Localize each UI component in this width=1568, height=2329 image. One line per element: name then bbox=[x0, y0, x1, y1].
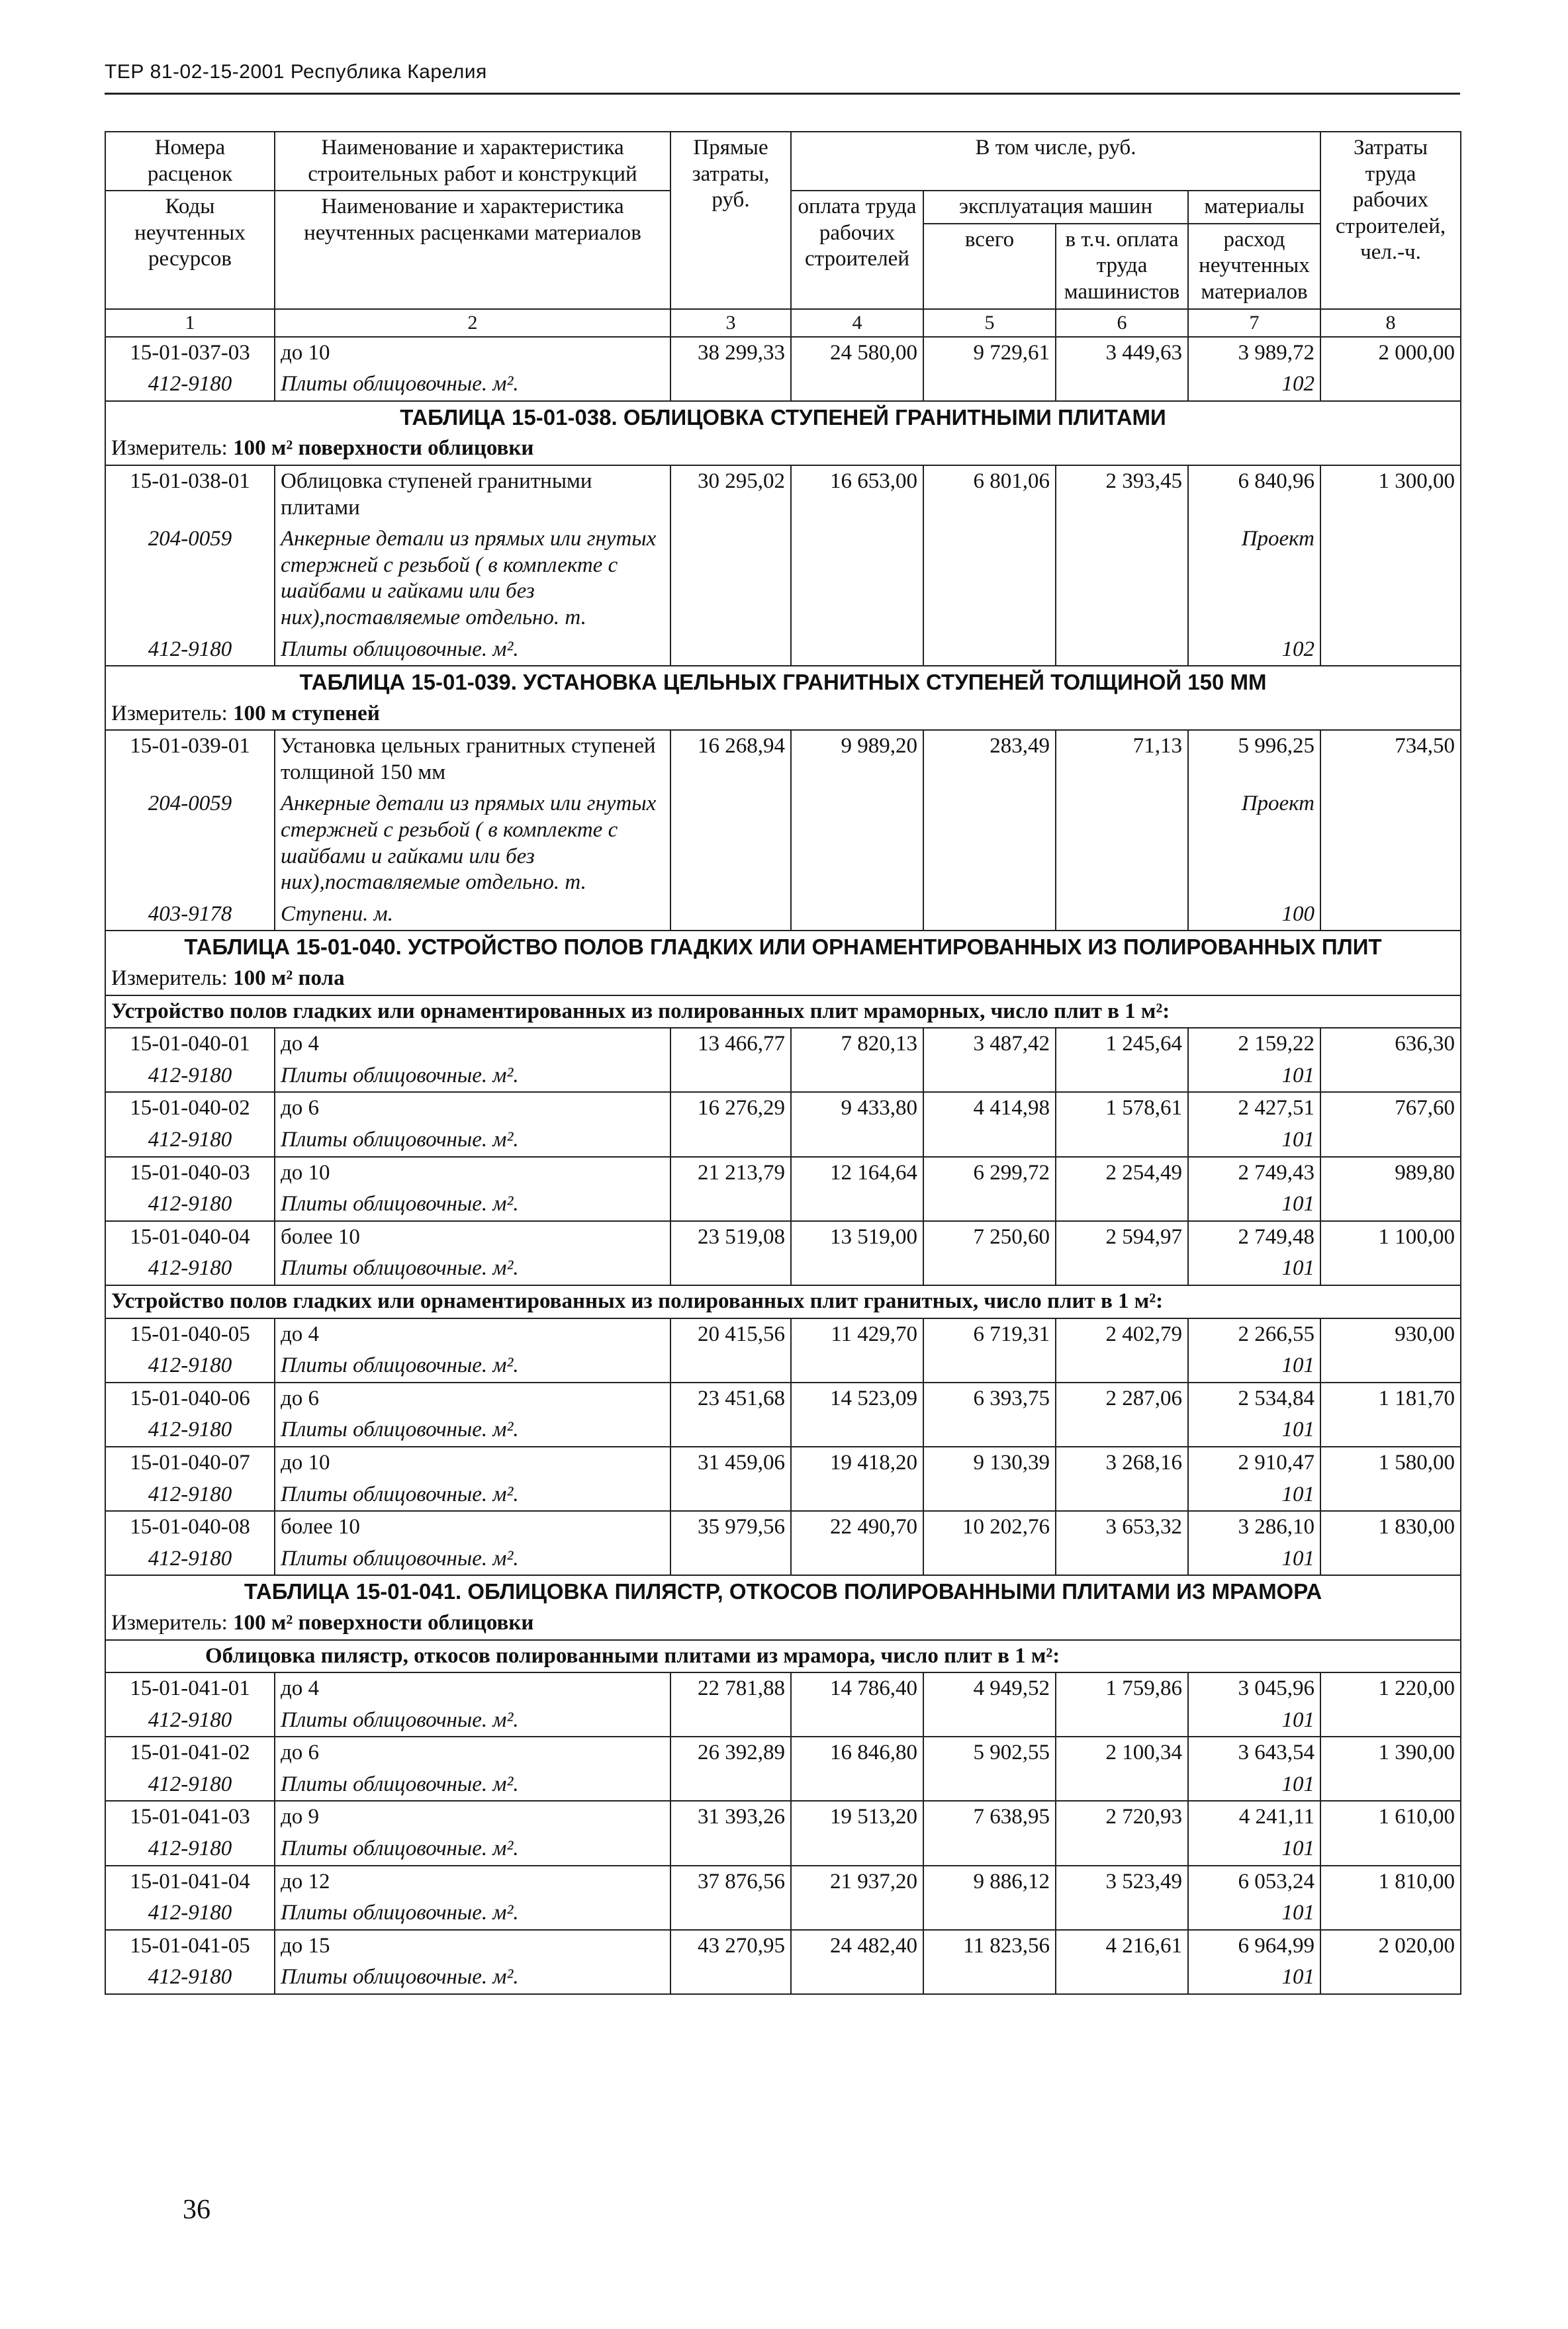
materials-cost: 2 159,22 bbox=[1188, 1028, 1320, 1060]
direct-cost: 20 415,56 bbox=[670, 1318, 791, 1383]
table-title: ТАБЛИЦА 15-01-039. УСТАНОВКА ЦЕЛЬНЫХ ГРАНИТНЫХ СТУПЕНЕЙ ТОЛЩИНОЙ 150 ММ bbox=[105, 666, 1461, 698]
resource-qty: 101 bbox=[1188, 1962, 1320, 1994]
table-title: ТАБЛИЦА 15-01-040. УСТРОЙСТВО ПОЛОВ ГЛАДКИХ ИЛИ ОРНАМЕНТИРОВАННЫХ ИЗ ПОЛИРОВАННЫХ ПЛИТ bbox=[105, 931, 1461, 963]
rate-code: 15-01-040-02 bbox=[105, 1092, 275, 1124]
rate-name: до 4 bbox=[275, 1672, 670, 1705]
unit-value: 100 м² поверхности облицовки bbox=[233, 1610, 534, 1635]
labor-hours: 1 220,00 bbox=[1320, 1672, 1461, 1737]
resource-code: 412-9180 bbox=[105, 1253, 275, 1285]
labor-hours: 636,30 bbox=[1320, 1028, 1461, 1092]
rate-code: 15-01-041-02 bbox=[105, 1737, 275, 1769]
rate-name: до 4 bbox=[275, 1028, 670, 1060]
header-materials-unaccounted: расход неучтенных материалов bbox=[1188, 224, 1320, 309]
rate-code: 15-01-041-04 bbox=[105, 1866, 275, 1898]
table-unit bbox=[105, 1608, 1461, 1640]
resource-qty: 101 bbox=[1188, 1897, 1320, 1930]
table-040-group1 bbox=[105, 1028, 1461, 1285]
col-number: 6 bbox=[1056, 309, 1188, 337]
resource-qty: 101 bbox=[1188, 1769, 1320, 1802]
resource-qty: Проект bbox=[1188, 524, 1320, 633]
col-number: 4 bbox=[791, 309, 923, 337]
direct-cost: 16 268,94 bbox=[670, 730, 791, 931]
machines-labor: 2 720,93 bbox=[1056, 1801, 1188, 1865]
labor-hours: 989,80 bbox=[1320, 1157, 1461, 1221]
machines-total: 6 719,31 bbox=[923, 1318, 1056, 1383]
unit-value: 100 м ступеней bbox=[233, 701, 380, 725]
resource-code: 412-9180 bbox=[105, 1543, 275, 1576]
labor-hours: 1 830,00 bbox=[1320, 1511, 1461, 1575]
direct-cost: 13 466,77 bbox=[670, 1028, 791, 1092]
resource-name: Плиты облицовочные. м². bbox=[275, 1414, 670, 1447]
resource-name: Плиты облицовочные. м². bbox=[275, 1253, 670, 1285]
rate-name: Облицовка ступеней гранитными плитами bbox=[275, 465, 670, 524]
table-header bbox=[105, 132, 1461, 337]
col-number: 8 bbox=[1320, 309, 1461, 337]
machines-labor: 71,13 bbox=[1056, 730, 1188, 931]
rate-code: 15-01-037-03 bbox=[105, 337, 275, 369]
group-title: Облицовка пилястр, откосов полированными плитами из мрамора, число плит в 1 м²: bbox=[105, 1640, 1461, 1673]
direct-cost: 43 270,95 bbox=[670, 1930, 791, 1994]
labor-pay: 19 418,20 bbox=[791, 1447, 923, 1511]
col-number: 7 bbox=[1188, 309, 1320, 337]
table-row bbox=[105, 1157, 1461, 1189]
resource-code: 204-0059 bbox=[105, 524, 275, 633]
resource-name: Плиты облицовочные. м². bbox=[275, 1962, 670, 1994]
direct-cost: 26 392,89 bbox=[670, 1737, 791, 1801]
header-codes-bottom: Коды неучтенных ресурсов bbox=[105, 191, 275, 308]
resource-qty: 101 bbox=[1188, 1479, 1320, 1512]
resource-name: Плиты облицовочные. м². bbox=[275, 1189, 670, 1221]
table-039 bbox=[105, 666, 1461, 931]
labor-hours: 1 100,00 bbox=[1320, 1221, 1461, 1285]
resource-code: 412-9180 bbox=[105, 1124, 275, 1157]
table-unit bbox=[105, 433, 1461, 465]
labor-hours: 767,60 bbox=[1320, 1092, 1461, 1156]
resource-name: Анкерные детали из прямых или гнутых стержней с резьбой ( в комплекте с шайбами и гайками или без них),поставляемые отдельно. т. bbox=[275, 524, 670, 633]
resource-code: 412-9180 bbox=[105, 1060, 275, 1093]
rate-name: до 6 bbox=[275, 1092, 670, 1124]
resource-qty: 102 bbox=[1188, 369, 1320, 401]
table-row bbox=[105, 1221, 1461, 1254]
direct-cost: 37 876,56 bbox=[670, 1866, 791, 1930]
labor-pay: 14 523,09 bbox=[791, 1383, 923, 1447]
col-number: 5 bbox=[923, 309, 1056, 337]
rate-code: 15-01-040-05 bbox=[105, 1318, 275, 1351]
machines-labor: 1 578,61 bbox=[1056, 1092, 1188, 1156]
table-041-rows bbox=[105, 1672, 1461, 1994]
labor-pay: 19 513,20 bbox=[791, 1801, 923, 1865]
header-machines-total: всего bbox=[923, 224, 1056, 309]
machines-labor: 2 254,49 bbox=[1056, 1157, 1188, 1221]
rate-name: Установка цельных гранитных ступеней толщиной 150 мм bbox=[275, 730, 670, 788]
machines-total: 10 202,76 bbox=[923, 1511, 1056, 1575]
labor-pay: 22 490,70 bbox=[791, 1511, 923, 1575]
table-038 bbox=[105, 401, 1461, 666]
header-labor-pay: оплата труда рабочих строителей bbox=[791, 191, 923, 308]
table-unit bbox=[105, 698, 1461, 731]
resource-code: 412-9180 bbox=[105, 1705, 275, 1737]
rate-code: 15-01-038-01 bbox=[105, 465, 275, 524]
header-codes-top: Номера расценок bbox=[105, 132, 275, 191]
machines-total: 4 949,52 bbox=[923, 1672, 1056, 1737]
materials-cost: 2 910,47 bbox=[1188, 1447, 1320, 1479]
resource-name: Плиты облицовочные. м². bbox=[275, 1479, 670, 1512]
machines-total: 5 902,55 bbox=[923, 1737, 1056, 1801]
rate-code: 15-01-040-07 bbox=[105, 1447, 275, 1479]
materials-cost: 2 266,55 bbox=[1188, 1318, 1320, 1351]
table-row bbox=[105, 337, 1461, 369]
header-direct: Прямые затраты, руб. bbox=[670, 132, 791, 309]
materials-cost: 5 996,25 bbox=[1188, 730, 1320, 788]
materials-cost: 2 427,51 bbox=[1188, 1092, 1320, 1124]
machines-total: 9 130,39 bbox=[923, 1447, 1056, 1511]
machines-labor: 2 402,79 bbox=[1056, 1318, 1188, 1383]
resource-qty: Проект bbox=[1188, 788, 1320, 898]
materials-cost: 4 241,11 bbox=[1188, 1801, 1320, 1833]
running-header: ТЕР 81-02-15-2001 Республика Карелия bbox=[105, 61, 487, 83]
resource-name: Плиты облицовочные. м². bbox=[275, 1060, 670, 1093]
header-rule bbox=[105, 93, 1460, 95]
group-title: Устройство полов гладких или орнаментированных из полированных плит мраморных, число плит в 1 м²: bbox=[105, 995, 1461, 1028]
machines-labor: 4 216,61 bbox=[1056, 1930, 1188, 1994]
resource-qty: 101 bbox=[1188, 1189, 1320, 1221]
table-row bbox=[105, 1318, 1461, 1351]
rate-name: более 10 bbox=[275, 1511, 670, 1543]
machines-labor: 3 449,63 bbox=[1056, 337, 1188, 401]
header-incl: В том числе, руб. bbox=[791, 132, 1320, 191]
resource-code: 403-9178 bbox=[105, 899, 275, 931]
resource-qty: 100 bbox=[1188, 899, 1320, 931]
header-labor: Затраты труда рабочих строителей, чел.-ч. bbox=[1320, 132, 1461, 309]
labor-pay: 14 786,40 bbox=[791, 1672, 923, 1737]
table-row bbox=[105, 1672, 1461, 1705]
rate-name: до 15 bbox=[275, 1930, 670, 1962]
resource-name: Плиты облицовочные. м². bbox=[275, 1543, 670, 1576]
table-row bbox=[105, 1866, 1461, 1898]
materials-cost: 3 045,96 bbox=[1188, 1672, 1320, 1705]
price-table bbox=[105, 131, 1461, 1995]
resource-qty: 101 bbox=[1188, 1350, 1320, 1383]
direct-cost: 23 519,08 bbox=[670, 1221, 791, 1285]
table-row bbox=[105, 730, 1461, 788]
materials-cost: 6 964,99 bbox=[1188, 1930, 1320, 1962]
rate-code: 15-01-041-01 bbox=[105, 1672, 275, 1705]
resource-name: Ступени. м. bbox=[275, 899, 670, 931]
resource-code: 412-9180 bbox=[105, 1962, 275, 1994]
rate-name: до 4 bbox=[275, 1318, 670, 1351]
machines-total: 9 886,12 bbox=[923, 1866, 1056, 1930]
machines-total: 6 801,06 bbox=[923, 465, 1056, 666]
resource-name: Плиты облицовочные. м². bbox=[275, 369, 670, 401]
resource-name: Плиты облицовочные. м². bbox=[275, 1350, 670, 1383]
materials-cost: 2 749,48 bbox=[1188, 1221, 1320, 1254]
rate-name: до 10 bbox=[275, 337, 670, 369]
rate-name: до 10 bbox=[275, 1157, 670, 1189]
resource-name: Плиты облицовочные. м². bbox=[275, 1769, 670, 1802]
labor-pay: 9 433,80 bbox=[791, 1092, 923, 1156]
machines-total: 11 823,56 bbox=[923, 1930, 1056, 1994]
table-row bbox=[105, 1737, 1461, 1769]
rate-code: 15-01-040-01 bbox=[105, 1028, 275, 1060]
labor-hours: 1 580,00 bbox=[1320, 1447, 1461, 1511]
resource-code: 412-9180 bbox=[105, 1414, 275, 1447]
labor-hours: 1 810,00 bbox=[1320, 1866, 1461, 1930]
page-number: 36 bbox=[183, 2195, 210, 2225]
resource-code: 412-9180 bbox=[105, 634, 275, 666]
materials-cost: 2 534,84 bbox=[1188, 1383, 1320, 1415]
labor-pay: 16 846,80 bbox=[791, 1737, 923, 1801]
labor-pay: 9 989,20 bbox=[791, 730, 923, 931]
labor-hours: 1 181,70 bbox=[1320, 1383, 1461, 1447]
resource-code: 412-9180 bbox=[105, 1897, 275, 1930]
machines-total: 4 414,98 bbox=[923, 1092, 1056, 1156]
table-040-group2 bbox=[105, 1318, 1461, 1576]
resource-code: 412-9180 bbox=[105, 369, 275, 401]
rate-code: 15-01-039-01 bbox=[105, 730, 275, 788]
machines-labor: 1 245,64 bbox=[1056, 1028, 1188, 1092]
machines-total: 283,49 bbox=[923, 730, 1056, 931]
machines-total: 7 638,95 bbox=[923, 1801, 1056, 1865]
machines-labor: 1 759,86 bbox=[1056, 1672, 1188, 1737]
machines-labor: 2 287,06 bbox=[1056, 1383, 1188, 1447]
resource-code: 412-9180 bbox=[105, 1479, 275, 1512]
unit-prefix: Измеритель: bbox=[111, 436, 228, 461]
table-row bbox=[105, 465, 1461, 524]
materials-cost: 3 286,10 bbox=[1188, 1511, 1320, 1543]
resource-qty: 101 bbox=[1188, 1060, 1320, 1093]
machines-total: 6 299,72 bbox=[923, 1157, 1056, 1221]
body-first bbox=[105, 337, 1461, 401]
direct-cost: 21 213,79 bbox=[670, 1157, 791, 1221]
labor-pay: 11 429,70 bbox=[791, 1318, 923, 1383]
table-040-head bbox=[105, 931, 1461, 1028]
table-041-head bbox=[105, 1575, 1461, 1672]
header-machines-labor: в т.ч. оплата труда машинистов bbox=[1056, 224, 1188, 309]
machines-labor: 2 100,34 bbox=[1056, 1737, 1188, 1801]
table-row bbox=[105, 1383, 1461, 1415]
rate-code: 15-01-040-03 bbox=[105, 1157, 275, 1189]
machines-labor: 3 268,16 bbox=[1056, 1447, 1188, 1511]
machines-total: 7 250,60 bbox=[923, 1221, 1056, 1285]
labor-pay: 24 580,00 bbox=[791, 337, 923, 401]
resource-code: 412-9180 bbox=[105, 1769, 275, 1802]
resource-qty: 101 bbox=[1188, 1414, 1320, 1447]
labor-hours: 1 390,00 bbox=[1320, 1737, 1461, 1801]
labor-pay: 24 482,40 bbox=[791, 1930, 923, 1994]
materials-cost: 6 840,96 bbox=[1188, 465, 1320, 524]
materials-cost: 3 643,54 bbox=[1188, 1737, 1320, 1769]
header-name-bottom: Наименование и характеристика неучтенных расценками материалов bbox=[275, 191, 670, 308]
unit-value: 100 м² поверхности облицовки bbox=[233, 436, 534, 461]
rate-name: до 6 bbox=[275, 1383, 670, 1415]
direct-cost: 31 459,06 bbox=[670, 1447, 791, 1511]
rate-name: более 10 bbox=[275, 1221, 670, 1254]
resource-qty: 102 bbox=[1188, 634, 1320, 666]
labor-hours: 1 610,00 bbox=[1320, 1801, 1461, 1865]
table-row bbox=[105, 1028, 1461, 1060]
rate-code: 15-01-041-03 bbox=[105, 1801, 275, 1833]
resource-name: Плиты облицовочные. м². bbox=[275, 634, 670, 666]
labor-hours: 2 000,00 bbox=[1320, 337, 1461, 401]
resource-qty: 101 bbox=[1188, 1124, 1320, 1157]
header-machines: эксплуатация машин bbox=[923, 191, 1188, 224]
direct-cost: 16 276,29 bbox=[670, 1092, 791, 1156]
rate-name: до 9 bbox=[275, 1801, 670, 1833]
col-number: 3 bbox=[670, 309, 791, 337]
rate-code: 15-01-040-04 bbox=[105, 1221, 275, 1254]
direct-cost: 38 299,33 bbox=[670, 337, 791, 401]
labor-pay: 7 820,13 bbox=[791, 1028, 923, 1092]
labor-pay: 21 937,20 bbox=[791, 1866, 923, 1930]
machines-labor: 2 393,45 bbox=[1056, 465, 1188, 666]
materials-cost: 3 989,72 bbox=[1188, 337, 1320, 369]
resource-code: 204-0059 bbox=[105, 788, 275, 898]
labor-hours: 2 020,00 bbox=[1320, 1930, 1461, 1994]
resource-qty: 101 bbox=[1188, 1543, 1320, 1576]
resource-code: 412-9180 bbox=[105, 1350, 275, 1383]
machines-labor: 2 594,97 bbox=[1056, 1221, 1188, 1285]
labor-pay: 12 164,64 bbox=[791, 1157, 923, 1221]
resource-qty: 101 bbox=[1188, 1253, 1320, 1285]
machines-total: 6 393,75 bbox=[923, 1383, 1056, 1447]
direct-cost: 22 781,88 bbox=[670, 1672, 791, 1737]
direct-cost: 35 979,56 bbox=[670, 1511, 791, 1575]
resource-name: Плиты облицовочные. м². bbox=[275, 1124, 670, 1157]
resource-qty: 101 bbox=[1188, 1833, 1320, 1866]
resource-name: Плиты облицовочные. м². bbox=[275, 1897, 670, 1930]
unit-prefix: Измеритель: bbox=[111, 1610, 228, 1635]
rate-code: 15-01-041-05 bbox=[105, 1930, 275, 1962]
table-040-group2-head bbox=[105, 1285, 1461, 1318]
col-number: 2 bbox=[275, 309, 670, 337]
resource-name: Плиты облицовочные. м². bbox=[275, 1705, 670, 1737]
table-row bbox=[105, 1447, 1461, 1479]
direct-cost: 23 451,68 bbox=[670, 1383, 791, 1447]
direct-cost: 30 295,02 bbox=[670, 465, 791, 666]
rate-code: 15-01-040-08 bbox=[105, 1511, 275, 1543]
col-number: 1 bbox=[105, 309, 275, 337]
rate-name: до 12 bbox=[275, 1866, 670, 1898]
table-title: ТАБЛИЦА 15-01-041. ОБЛИЦОВКА ПИЛЯСТР, ОТКОСОВ ПОЛИРОВАННЫМИ ПЛИТАМИ ИЗ МРАМОРА bbox=[105, 1575, 1461, 1608]
machines-total: 9 729,61 bbox=[923, 337, 1056, 401]
rate-name: до 10 bbox=[275, 1447, 670, 1479]
table-row bbox=[105, 1511, 1461, 1543]
resource-qty: 101 bbox=[1188, 1705, 1320, 1737]
materials-cost: 6 053,24 bbox=[1188, 1866, 1320, 1898]
unit-value: 100 м² пола bbox=[233, 966, 345, 991]
direct-cost: 31 393,26 bbox=[670, 1801, 791, 1865]
unit-prefix: Измеритель: bbox=[111, 966, 228, 991]
header-materials: материалы bbox=[1188, 191, 1320, 224]
labor-hours: 930,00 bbox=[1320, 1318, 1461, 1383]
resource-code: 412-9180 bbox=[105, 1189, 275, 1221]
materials-cost: 2 749,43 bbox=[1188, 1157, 1320, 1189]
machines-labor: 3 653,32 bbox=[1056, 1511, 1188, 1575]
table-unit bbox=[105, 963, 1461, 995]
rate-name: до 6 bbox=[275, 1737, 670, 1769]
table-row bbox=[105, 1801, 1461, 1833]
labor-pay: 16 653,00 bbox=[791, 465, 923, 666]
table-row bbox=[105, 1930, 1461, 1962]
labor-pay: 13 519,00 bbox=[791, 1221, 923, 1285]
header-name-top: Наименование и характеристика строительных работ и конструкций bbox=[275, 132, 670, 191]
resource-name: Плиты облицовочные. м². bbox=[275, 1833, 670, 1866]
machines-total: 3 487,42 bbox=[923, 1028, 1056, 1092]
unit-prefix: Измеритель: bbox=[111, 701, 228, 725]
labor-hours: 1 300,00 bbox=[1320, 465, 1461, 666]
rate-code: 15-01-040-06 bbox=[105, 1383, 275, 1415]
resource-code: 412-9180 bbox=[105, 1833, 275, 1866]
table-title: ТАБЛИЦА 15-01-038. ОБЛИЦОВКА СТУПЕНЕЙ ГРАНИТНЫМИ ПЛИТАМИ bbox=[105, 401, 1461, 434]
table-row bbox=[105, 1092, 1461, 1124]
labor-hours: 734,50 bbox=[1320, 730, 1461, 931]
group-title: Устройство полов гладких или орнаментированных из полированных плит гранитных, число плит в 1 м²: bbox=[105, 1285, 1461, 1318]
machines-labor: 3 523,49 bbox=[1056, 1866, 1188, 1930]
resource-name: Анкерные детали из прямых или гнутых стержней с резьбой ( в комплекте с шайбами и гайками или без них),поставляемые отдельно. т. bbox=[275, 788, 670, 898]
